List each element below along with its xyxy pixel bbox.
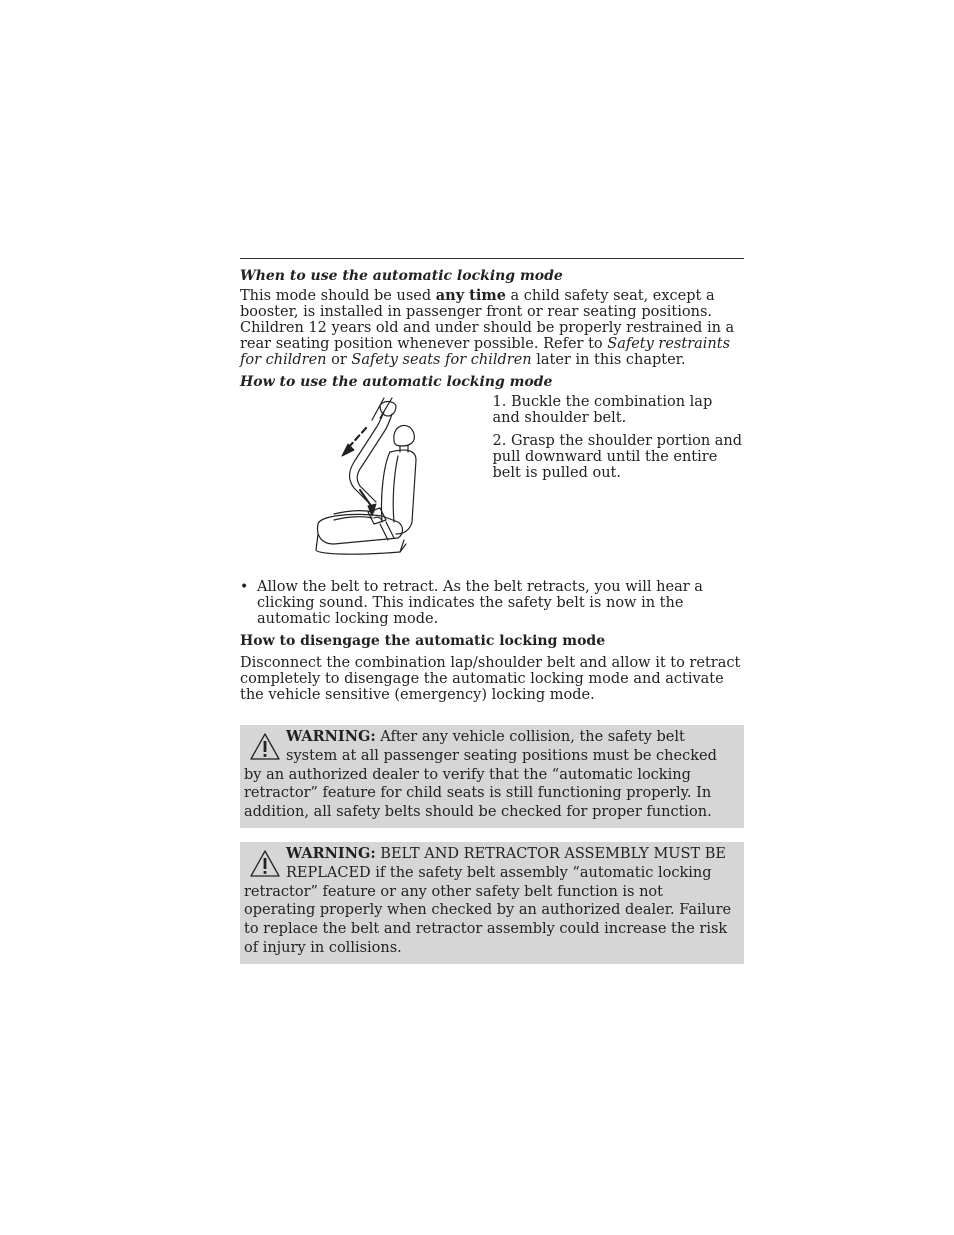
bullet-item	[240, 579, 744, 627]
heading-when-to-use: When to use the automatic locking mode	[240, 268, 563, 284]
reference-safety-restraints: Safety restraints for children	[240, 336, 731, 368]
seat-belt-pull-illustration	[240, 394, 488, 562]
warning-text: After any vehicle collision, the safety belt system at all passenger seating positions must be checked by an authorized dealer to verify that the “automatic locking retractor” feature for child seats is still functioning properly. In addition, all safety belts should be checked for proper function.	[244, 729, 717, 821]
heading-how-to-use: How to use the automatic locking mode	[240, 374, 553, 390]
top-rule	[240, 258, 744, 259]
seat-belt-pull-illustration-svg	[310, 394, 430, 560]
warning-label: WARNING:	[286, 728, 376, 745]
bullet-text: Allow the belt to retract. As the belt retracts, you will hear a clicking sound. This indicates the safety belt is now in the automatic locking mode.	[257, 579, 703, 627]
paragraph-disengage: Disconnect the combination lap/shoulder belt and allow it to retract completely to disengage the automatic locking mode and activate the vehicle sensitive (emergency) locking mode.	[240, 655, 741, 703]
step-2: 2. Grasp the shoulder portion and pull downward until the entire belt is pulled out.	[492, 433, 743, 481]
paragraph-when-to-use	[240, 288, 744, 368]
bullet-dot: •	[240, 579, 249, 595]
warning-triangle-icon	[244, 728, 286, 764]
text-run: This mode should be used	[240, 288, 436, 304]
heading-disengage: How to disengage the automatic locking mode	[240, 633, 606, 649]
reference-safety-seats: Safety seats for children	[351, 352, 532, 368]
warning-box-2	[240, 842, 744, 964]
warning-box-1	[240, 725, 744, 828]
text-run: later in this chapter.	[531, 352, 686, 368]
instruction-figure-row	[240, 394, 744, 562]
warning-label: WARNING:	[286, 844, 376, 862]
text-run: a child safety seat, except a booster, is installed in passenger front or rear seating positions. Children 12 years old and under should be properly restrained in a rear seating position whenever possible. Refer to	[240, 288, 735, 352]
warning-text: BELT AND RETRACTOR ASSEMBLY MUST BE REPLACED if the safety belt assembly “automatic locking retractor” feature or any other safety belt function is not operating properly when checked by an authorized dealer. Failure to replace the belt and retractor assembly could increase the risk of injury in collisions.	[244, 845, 732, 956]
warning-triangle-icon	[244, 845, 286, 881]
steps-list	[488, 394, 745, 562]
step-1: 1. Buckle the combination lap and shoulder belt.	[492, 394, 713, 426]
manual-page	[240, 258, 744, 978]
emphasis-any-time: any time	[435, 287, 506, 304]
text-run: or	[326, 352, 352, 368]
